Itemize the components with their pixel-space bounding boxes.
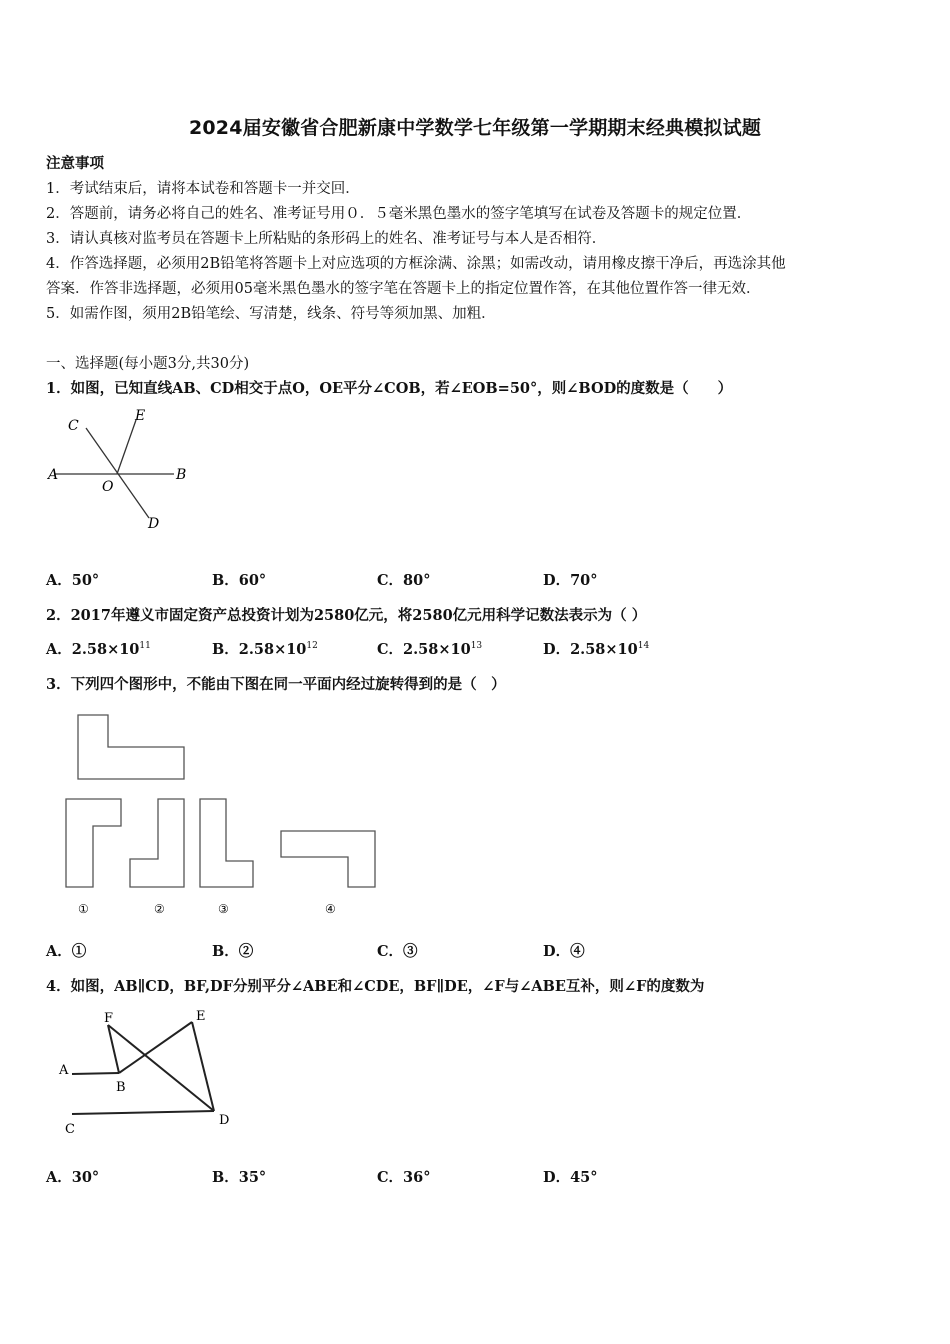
q1-option-d[interactable]: D．70° bbox=[543, 572, 598, 589]
q4-option-a[interactable]: A．30° bbox=[46, 1169, 100, 1186]
q3-shape-4 bbox=[281, 831, 375, 887]
q2-option-c[interactable]: C．$2.58\times 10^{13}$ bbox=[377, 641, 483, 658]
notice-heading: 注意事项 bbox=[46, 155, 104, 172]
q3-option-b[interactable]: B．② bbox=[212, 943, 254, 960]
q3-option-a[interactable]: A．① bbox=[46, 943, 87, 960]
q4-option-d[interactable]: D．45° bbox=[543, 1169, 598, 1186]
q3-option-d[interactable]: D．④ bbox=[543, 943, 585, 960]
notice-item-3: 3．请认真核对监考员在答题卡上所粘贴的条形码上的姓名、准考证号与本人是否相符． bbox=[46, 231, 607, 247]
q1-label-b: B bbox=[176, 467, 187, 483]
q3-fig-label-3: ③ bbox=[218, 902, 229, 916]
question-3-text: 3．下列四个图形中，不能由下图在同一平面内经过旋转得到的是（ ） bbox=[46, 676, 506, 693]
q1-label-a: A bbox=[48, 467, 59, 483]
q4-option-c[interactable]: C．36° bbox=[377, 1169, 431, 1186]
q3-shape-1 bbox=[66, 799, 121, 887]
q3-option-c[interactable]: C．③ bbox=[377, 943, 418, 960]
notice-item-4: 4．作答选择题，必须用2B铅笔将答题卡上对应选项的方框涂满、涂黑；如需改动，请用橡皮擦干净后，再选涂其他 bbox=[46, 256, 786, 272]
q4-label-e: E bbox=[196, 1009, 206, 1024]
q1-figure bbox=[40, 400, 200, 540]
q1-label-c: C bbox=[68, 418, 79, 434]
q4-label-f: F bbox=[104, 1011, 114, 1026]
q2-option-b[interactable]: B．$2.58\times 10^{12}$ bbox=[212, 641, 318, 658]
notice-item-1: 1．考试结束后，请将本试卷和答题卡一并交回． bbox=[46, 181, 360, 197]
q3-shape-3 bbox=[200, 799, 253, 887]
q1-option-a[interactable]: A．50° bbox=[46, 572, 100, 589]
q1-label-e: E bbox=[135, 408, 146, 424]
notice-item-5: 5．如需作图，须用2B铅笔绘、写清楚，线条、符号等须加黑、加粗． bbox=[46, 306, 496, 322]
q4-label-d: D bbox=[219, 1113, 230, 1128]
q2-option-d[interactable]: D．$2.58\times 10^{14}$ bbox=[543, 641, 650, 658]
notice-item-2: 2．答题前，请务必将自己的姓名、准考证号用０．５毫米黑色墨水的签字笔填写在试卷及答题卡的规定位置． bbox=[46, 206, 752, 222]
question-2-text: 2．2017年遵义市固定资产总投资计划为2580亿元，将2580亿元用科学记数法表示为（ ） bbox=[46, 607, 647, 624]
q4-option-b[interactable]: B．35° bbox=[212, 1169, 267, 1186]
q3-fig-label-1: ① bbox=[78, 902, 89, 916]
q4-figure bbox=[50, 1000, 250, 1145]
q1-label-o: O bbox=[102, 479, 114, 495]
section-heading: 一、选择题(每小题3分,共30分) bbox=[46, 356, 250, 372]
q4-label-c: C bbox=[65, 1122, 75, 1137]
q4-label-b: B bbox=[116, 1080, 126, 1095]
notice-item-4-cont: 答案．作答非选择题，必须用05毫米黑色墨水的签字笔在答题卡上的指定位置作答，在其他位置作答一律无效． bbox=[46, 281, 761, 297]
q3-reference-shape bbox=[78, 715, 184, 779]
page-title: 2024届安徽省合肥新康中学数学七年级第一学期期末经典模拟试题 bbox=[188, 117, 762, 139]
question-4-text: 4．如图，AB∥CD，BF,DF分别平分∠ABE和∠CDE，BF∥DE，∠F与∠ABE互补，则∠F的度数为 bbox=[46, 978, 705, 995]
q4-label-a: A bbox=[59, 1063, 69, 1078]
q2-option-a[interactable]: A．$2.58\times 10^{11}$ bbox=[46, 641, 151, 658]
q3-fig-label-4: ④ bbox=[325, 902, 336, 916]
q3-shape-2 bbox=[130, 799, 184, 887]
q1-option-c[interactable]: C．80° bbox=[377, 572, 431, 589]
q3-figure bbox=[55, 705, 395, 925]
q3-fig-label-2: ② bbox=[154, 902, 165, 916]
question-1-text: 1．如图，已知直线AB、CD相交于点O，OE平分∠COB，若∠EOB=50°，则∠BOD的度数是（ ） bbox=[46, 380, 733, 397]
q1-label-d: D bbox=[148, 516, 160, 532]
q1-option-b[interactable]: B．60° bbox=[212, 572, 267, 589]
